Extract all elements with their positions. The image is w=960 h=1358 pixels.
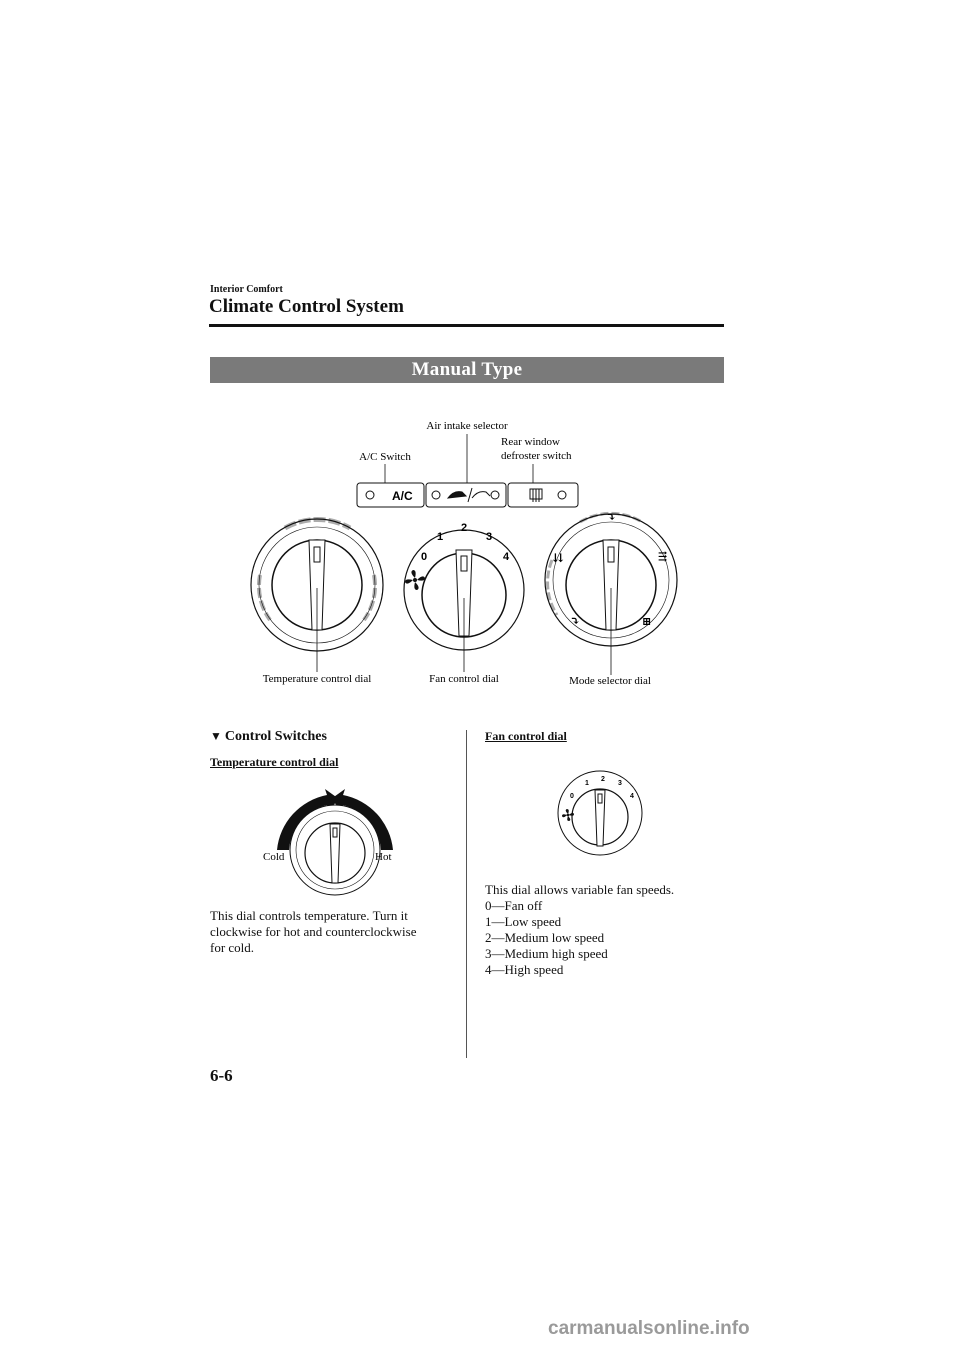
mode-defrost-floor-icon: ⇶ <box>658 551 668 563</box>
control-switches-heading <box>210 729 327 745</box>
ac-button-label: A/C <box>392 489 413 503</box>
fan-subheading: Fan control dial <box>485 729 567 743</box>
temp-description <box>210 908 460 956</box>
mode-defrost-icon: ⊞ <box>642 616 652 628</box>
column-divider <box>466 730 467 1058</box>
fan-dial-callout: Fan control dial <box>429 673 499 685</box>
mode-dial-callout: Mode selector dial <box>569 675 651 687</box>
air-intake-callout: Air intake selector <box>426 420 508 432</box>
small-fan-num-1: 1 <box>585 780 589 787</box>
fan-num-4: 4 <box>503 551 510 563</box>
fan-speed-item: 1―Low speed <box>485 914 562 929</box>
mode-floor-icon: ⤵ <box>570 614 581 628</box>
control-switches-heading-text: Control Switches <box>224 729 327 744</box>
mode-vent-icon: ⤵ <box>606 510 617 524</box>
watermark: carmanualsonline.info <box>548 1318 750 1339</box>
rear-window-callout-2: defroster switch <box>501 450 572 462</box>
fan-speed-item: 3―Medium high speed <box>485 946 608 961</box>
fan-speed-item: 2―Medium low speed <box>485 930 605 945</box>
manual-type-banner: Manual Type <box>210 357 724 383</box>
section-label: Interior Comfort <box>210 284 283 295</box>
fan-num-3: 3 <box>486 531 493 543</box>
cold-label: Cold <box>263 851 285 863</box>
rear-window-callout-1: Rear window <box>501 436 560 448</box>
temp-dial-callout: Temperature control dial <box>262 673 372 685</box>
button-strip <box>357 483 578 507</box>
fan-speed-list <box>485 898 608 978</box>
small-fan-num-4: 4 <box>630 793 634 800</box>
ac-switch-callout: A/C Switch <box>359 451 411 463</box>
fan-speed-item: 4―High speed <box>485 962 564 977</box>
climate-panel-figure <box>240 410 680 700</box>
temp-text-line: clockwise for hot and counterclockwise <box>210 924 417 939</box>
small-fan-num-0: 0 <box>570 793 574 800</box>
temp-dial-small-figure <box>255 788 415 898</box>
fan-num-1: 1 <box>437 531 444 543</box>
temp-text-line: for cold. <box>210 940 255 955</box>
small-fan-num-2: 2 <box>601 776 605 783</box>
temp-text-line: This dial controls temperature. Turn it <box>210 908 408 923</box>
fan-num-2: 2 <box>461 522 468 534</box>
fan-speed-item: 0―Fan off <box>485 898 543 913</box>
triangle-icon: ▼ <box>210 729 222 743</box>
temp-subheading: Temperature control dial <box>210 755 339 769</box>
hot-label: Hot <box>375 851 392 863</box>
title-rule <box>209 324 724 327</box>
mode-bilevel-icon: ⇊ <box>553 551 564 565</box>
small-fan-num-3: 3 <box>618 780 622 787</box>
fan-num-0: 0 <box>421 551 428 563</box>
page-title: Climate Control System <box>209 296 404 317</box>
page-number: 6-6 <box>210 1066 233 1085</box>
fan-dial-small-figure <box>550 770 650 860</box>
fan-intro: This dial allows variable fan speeds. <box>485 882 675 897</box>
